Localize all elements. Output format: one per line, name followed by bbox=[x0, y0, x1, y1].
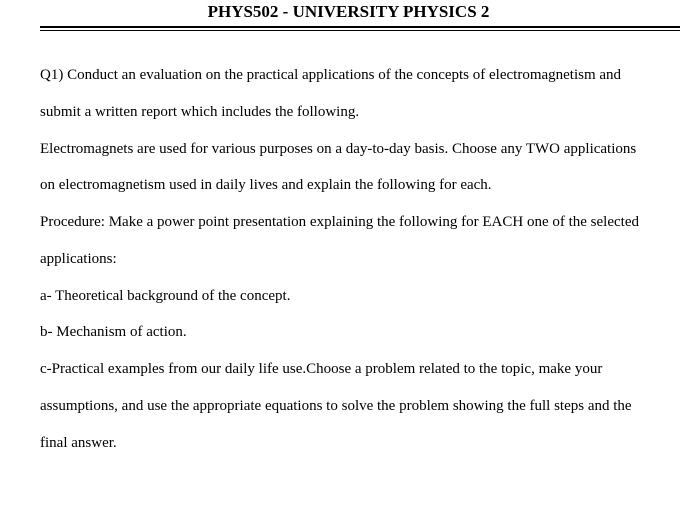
page-title: PHYS502 - UNIVERSITY PHYSICS 2 bbox=[207, 2, 490, 21]
text-line-electromagnets: Electromagnets are used for various purposes on a day-to-day basis. Choose any TWO applications bbox=[40, 141, 637, 157]
header-rule-thin bbox=[40, 30, 680, 31]
list-item-c-final: final answer. bbox=[40, 435, 117, 451]
list-item-b: b- Mechanism of action. bbox=[40, 324, 187, 340]
text-line-procedure: Procedure: Make a power point presentation explaining the following for EACH one of the selected bbox=[40, 214, 639, 230]
header-rule-thick bbox=[40, 26, 680, 28]
list-item-c-cont: assumptions, and use the appropriate equations to solve the problem showing the full steps and the bbox=[40, 398, 632, 414]
text-line-question-intro-cont: submit a written report which includes the following. bbox=[40, 104, 360, 120]
text-line-question-intro: Q1) Conduct an evaluation on the practical applications of the concepts of electromagnetism and bbox=[40, 67, 622, 83]
text-line-procedure-cont: applications: bbox=[40, 251, 117, 267]
list-item-a: a- Theoretical background of the concept. bbox=[40, 288, 291, 304]
list-item-c: c-Practical examples from our daily life use.Choose a problem related to the topic, make your bbox=[40, 361, 603, 377]
text-line-electromagnets-cont: on electromagnetism used in daily lives and explain the following for each. bbox=[40, 177, 492, 193]
